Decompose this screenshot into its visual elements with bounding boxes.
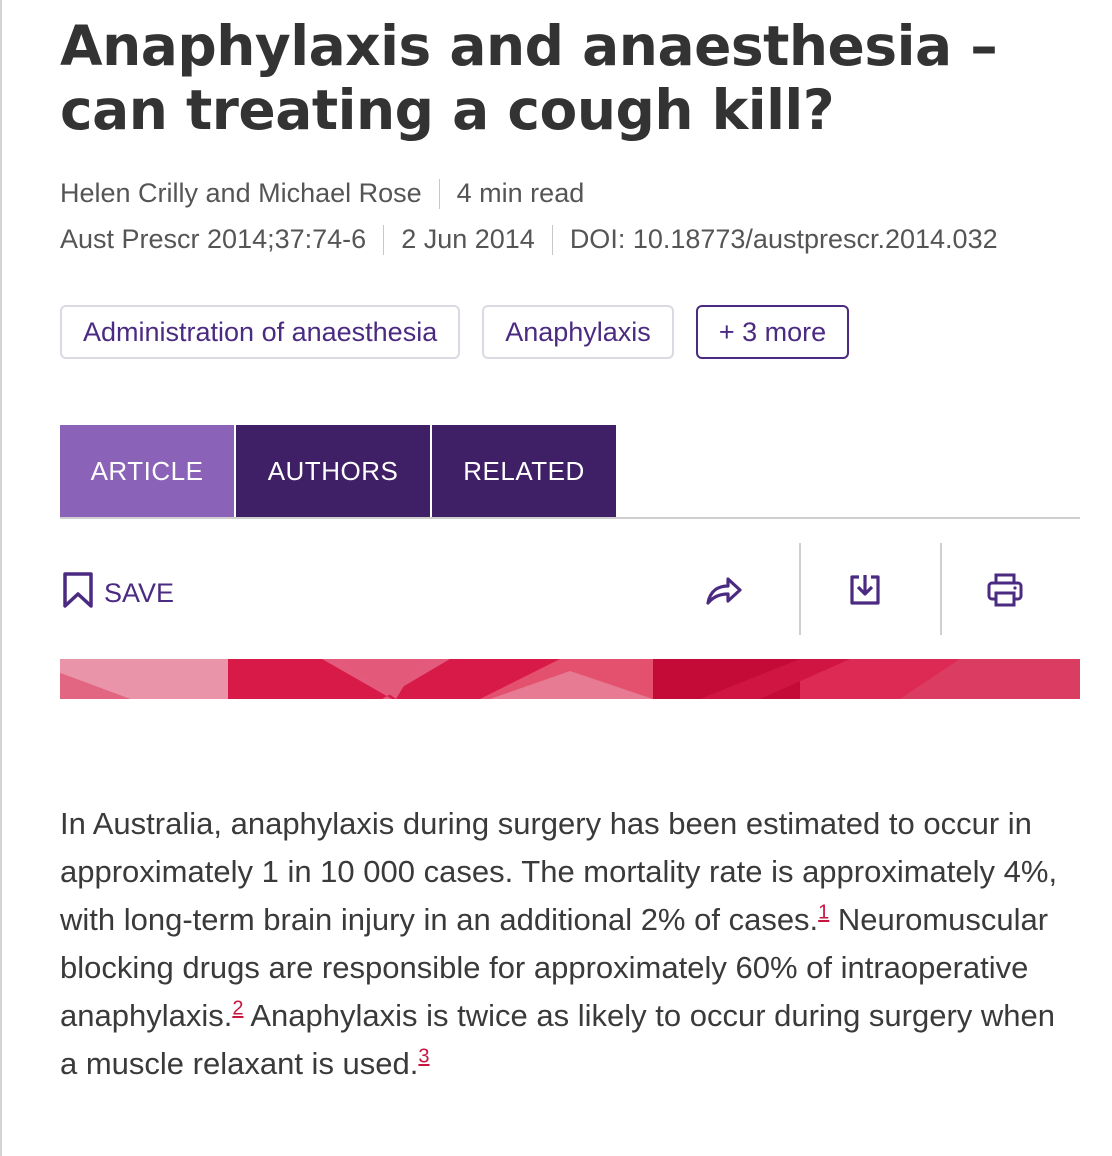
print-icon (986, 572, 1024, 613)
reference-link-1[interactable]: 1 (818, 901, 830, 924)
tab-related[interactable]: RELATED (432, 425, 616, 518)
publish-date: 2 Jun 2014 (401, 224, 535, 254)
article-intro-paragraph (60, 800, 1080, 1088)
byline (60, 178, 584, 209)
body-text-segment: Anaphylaxis is twice as likely to occur during surgery when a muscle relaxant is used. (60, 998, 1056, 1081)
share-icon (704, 573, 744, 612)
citation: Aust Prescr 2014;37:74-6 (60, 224, 367, 254)
bookmark-icon (62, 571, 94, 616)
tag-administration-of-anaesthesia[interactable]: Administration of anaesthesia (60, 305, 460, 359)
print-button[interactable] (973, 560, 1037, 624)
reference-link-2[interactable]: 2 (232, 997, 244, 1020)
save-label: SAVE (104, 578, 175, 608)
citation-line (60, 224, 998, 255)
tab-authors[interactable]: AUTHORS (236, 425, 432, 518)
toolbar-divider (799, 543, 801, 635)
topic-tags (60, 305, 849, 359)
download-button[interactable] (833, 560, 897, 624)
tag-anaphylaxis[interactable]: Anaphylaxis (482, 305, 674, 359)
body-text-segment: In Australia, anaphylaxis during surgery has been estimated to occur in approximately 1 in 10 000 cases. The mortality rate is approximately 4%, with long-term brain injury in an additional 2% of cases. (60, 806, 1058, 937)
meta-divider (439, 179, 440, 209)
article-title: Anaphylaxis and anaesthesia – can treating a cough kill? (60, 14, 998, 142)
meta-divider (552, 225, 553, 255)
doi[interactable]: DOI: 10.18773/austprescr.2014.032 (569, 224, 998, 254)
save-button[interactable] (62, 571, 174, 616)
share-button[interactable] (692, 560, 756, 624)
meta-divider (383, 225, 384, 255)
tab-article[interactable]: ARTICLE (60, 425, 236, 518)
more-tags-button[interactable]: + 3 more (696, 305, 849, 359)
article-tabs (60, 425, 616, 518)
tabs-divider (60, 517, 1080, 519)
read-time: 4 min read (456, 178, 585, 208)
toolbar-divider (940, 543, 942, 635)
page-edge (0, 0, 2, 1156)
body-text-segment: Neuromuscular blocking drugs are responsible for approximately 60% of intraoperative anaphylaxis. (60, 902, 1049, 1033)
reference-link-3[interactable]: 3 (418, 1045, 430, 1068)
decorative-banner (60, 659, 1080, 699)
authors: Helen Crilly and Michael Rose (60, 178, 422, 208)
download-icon (847, 572, 883, 613)
